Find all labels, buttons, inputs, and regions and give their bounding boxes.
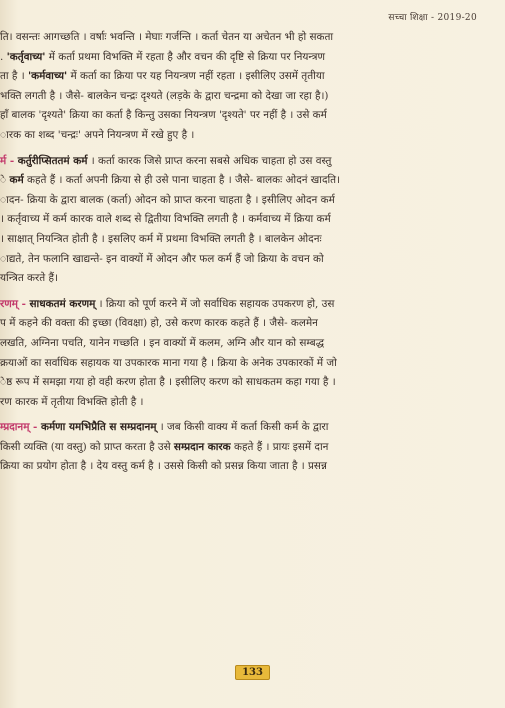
text-line — [0, 126, 480, 146]
text-line — [0, 295, 480, 315]
bold-term: 'कर्तृवाच्य' — [6, 50, 46, 63]
text-run: में कर्ता का क्रिया पर यह नियन्त्रण नहीं रहता । इसीलिए उसमें तृतीया — [67, 70, 325, 83]
text-line — [0, 28, 480, 48]
text-run: यन्त्रित करते हैं। — [0, 272, 58, 285]
text-run: ति। वसन्तः आगच्छति । वर्षाः भवन्ति । मेघाः गर्जन्ति । कर्ता चेतन या अचेतन भी हो सकता — [0, 31, 334, 43]
text-run: हाँ बालक 'दृश्यते' क्रिया का कर्ता है किन्तु उसका नियन्त्रण 'दृश्यते' पर नहीं है । उसे कर्म — [0, 109, 327, 122]
text-run: भक्ति लगती है । जैसे- बालकेन चन्द्रः दृश्यते (लड़के के द्वारा चन्द्रमा को देखा जा रहा है।) — [0, 89, 329, 102]
text-line — [0, 250, 480, 270]
text-line — [0, 191, 480, 211]
text-line — [0, 67, 480, 87]
text-run: । कर्ता कारक जिसे प्राप्त करना सबसे अधिक चाहता हो उस वस्तु — [87, 154, 332, 167]
text-run: क्रिया का प्रयोग होता है । देय वस्तु कर्म है । उससे किसी को प्रसन्न किया जाता है । प्रसन्न — [0, 460, 327, 473]
term-label: म्प्रदानम् - — [0, 421, 41, 434]
text-run: क्रयाओं का सर्वाधिक सहायक या उपकारक माना गया है । क्रिया के अनेक उपकारकों में जो — [0, 356, 337, 369]
text-run: लखति, अग्निना पचति, यानेन गच्छति । इन वाक्यों में कलम, अग्नि और यान को सम्बद्ध — [0, 336, 325, 349]
text-run: प में कहने की वक्ता की इच्छा (विवक्षा) हो, उसे करण कारक कहते हैं । जैसे- कलमेन — [0, 317, 318, 330]
bold-term: 'कर्मवाच्य' — [27, 70, 68, 83]
text-line — [0, 373, 480, 393]
text-line — [0, 106, 480, 126]
paragraph — [0, 418, 480, 477]
text-run: ेष्ठ रूप में समझा गया हो वही करण होता है । इसीलिए करण को साधकतम कहा गया है । — [0, 376, 336, 389]
bold-term: साधकतमं करणम् — [29, 297, 96, 310]
text-run: ता है । — [0, 70, 28, 83]
text-run: में कर्ता प्रथमा विभक्ति में रहता है और वचन की दृष्टि से क्रिया पर नियन्त्रण — [45, 50, 326, 63]
bold-term: सम्प्रदान कारक — [173, 440, 231, 453]
text-line — [0, 48, 480, 68]
page-number: 133 — [235, 665, 270, 680]
text-run: े — [0, 174, 10, 187]
text-line — [0, 269, 480, 289]
text-run: कहते हैं । प्रायः इसमें दान — [230, 440, 329, 453]
term-label: रणम् - — [0, 297, 30, 310]
text-run: ाद्यते, तेन फलानि खाद्यन्ते- इन वाक्यों में ओदन और फल कर्म हैं जो क्रिया के वचन को — [0, 252, 324, 265]
text-run: रण कारक में तृतीया विभक्ति होती है । — [0, 395, 144, 408]
text-line — [0, 438, 480, 458]
page-footer — [0, 660, 505, 680]
text-line — [0, 87, 480, 107]
paragraph — [0, 28, 480, 146]
text-line — [0, 457, 480, 477]
text-run: । कर्तृवाच्य में कर्म कारक वाले शब्द से द्वितीया विभक्ति लगती है । कर्मवाच्य में क्रिया कर्म — [0, 213, 331, 226]
text-run: . — [0, 50, 7, 63]
text-line — [0, 334, 480, 354]
text-run: ारक का शब्द 'चन्द्रः' अपने नियन्त्रण में रखे हुए है । — [0, 128, 195, 141]
text-line — [0, 210, 480, 230]
bold-term: कर्म — [9, 174, 24, 187]
text-run: किसी व्यक्ति (या वस्तु) को प्राप्त करता है उसे — [0, 440, 174, 453]
bold-term: कर्तुरीप्सिततमं कर्म — [17, 154, 88, 167]
paragraph — [0, 295, 480, 413]
body-text — [0, 28, 480, 477]
text-line — [0, 393, 480, 413]
bold-term: कर्मणा यमभिप्रैति स सम्प्रदानम् — [40, 421, 157, 434]
text-line — [0, 152, 480, 172]
text-line — [0, 418, 480, 438]
term-label: र्म - — [0, 154, 18, 167]
text-run: कहते हैं । कर्ता अपनी क्रिया से ही उसे पाना चाहता है । जैसे- बालकः ओदनं खादति। — [23, 174, 341, 187]
text-line — [0, 230, 480, 250]
text-run: । साक्षात् नियन्त्रित होती है । इसलिए कर्म में प्रथमा विभक्ति लगती है । बालकेन ओदनः — [0, 232, 322, 245]
text-line — [0, 354, 480, 374]
running-header: सच्चा शिक्षा - 2019-20 — [388, 13, 477, 23]
text-run: । क्रिया को पूर्ण करने में जो सर्वाधिक सहायक उपकरण हो, उस — [95, 297, 335, 310]
text-run: । जब किसी वाक्य में कर्ता किसी कर्म के द्वारा — [156, 421, 329, 434]
text-line — [0, 314, 480, 334]
text-run: ादन- क्रिया के द्वारा बालक (कर्ता) ओदन को प्राप्त करना चाहता है । इसीलिए ओदन कर्म — [0, 193, 335, 206]
paragraph — [0, 152, 480, 289]
text-line — [0, 171, 480, 191]
